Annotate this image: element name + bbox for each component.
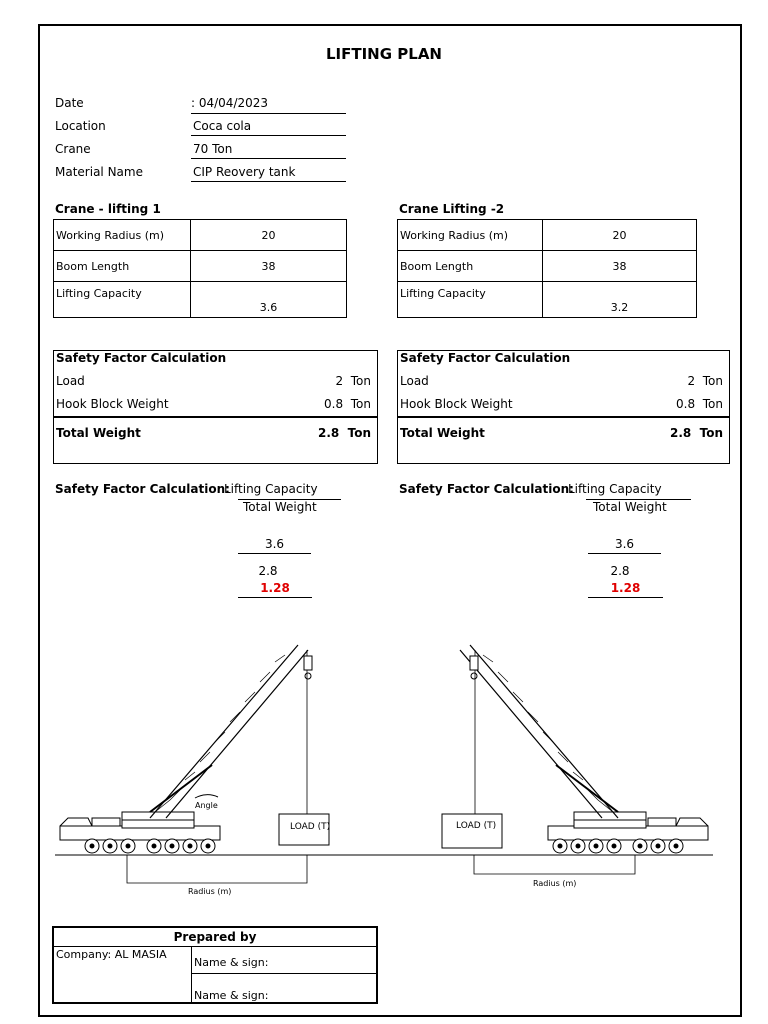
name-sign-2: Name & sign: bbox=[194, 989, 269, 1002]
sf1-total-row: Total Weight 2.8 Ton bbox=[56, 426, 371, 440]
lift1-row-value: 3.6 bbox=[191, 282, 347, 318]
safety-factor-box-1 bbox=[53, 350, 378, 464]
radius-label-left: Radius (m) bbox=[188, 887, 232, 896]
load-label-left: LOAD (T) bbox=[290, 822, 331, 832]
lift2-row-label: Boom Length bbox=[398, 251, 543, 282]
sf2-hook-row: Hook Block Weight 0.8 Ton bbox=[400, 397, 723, 411]
table-row bbox=[398, 220, 697, 251]
calc2-numerator-label: Lifting Capacity bbox=[568, 482, 662, 496]
name-sign-1: Name & sign: bbox=[194, 956, 269, 969]
calc2-weight: 2.8 bbox=[610, 564, 630, 578]
calc1-weight: 2.8 bbox=[258, 564, 278, 578]
calc2-capacity: 3.6 bbox=[588, 537, 661, 554]
material-label: Material Name bbox=[55, 165, 143, 179]
page-title: LIFTING PLAN bbox=[325, 45, 442, 63]
lift2-row-label: Lifting Capacity bbox=[398, 282, 543, 318]
lift1-row-value: 20 bbox=[191, 220, 347, 251]
name-sign-separator bbox=[191, 973, 376, 974]
calc1-numerator-label: Lifting Capacity bbox=[224, 482, 318, 496]
lift1-row-label: Working Radius (m) bbox=[54, 220, 191, 251]
crane-value: 70 Ton bbox=[191, 142, 346, 159]
radius-label-right: Radius (m) bbox=[533, 879, 577, 888]
crane-label: Crane bbox=[55, 142, 91, 156]
lift1-row-value: 38 bbox=[191, 251, 347, 282]
sf2-heading: Safety Factor Calculation bbox=[400, 351, 571, 365]
load-box-right bbox=[442, 814, 502, 848]
calc2-denominator-label: Total Weight bbox=[593, 500, 667, 514]
sf2-total-row: Total Weight 2.8 Ton bbox=[400, 426, 723, 440]
radius-dimension-right bbox=[474, 855, 635, 874]
prepared-by-box bbox=[52, 926, 378, 1004]
date-value: : 04/04/2023 bbox=[191, 96, 346, 114]
table-row bbox=[54, 251, 347, 282]
lift1-heading: Crane - lifting 1 bbox=[55, 202, 161, 216]
prepared-by-heading: Prepared by bbox=[54, 928, 376, 947]
lift2-row-value: 3.2 bbox=[543, 282, 697, 318]
crane-left-illustration bbox=[60, 645, 312, 853]
lift2-row-value: 38 bbox=[543, 251, 697, 282]
table-row bbox=[398, 251, 697, 282]
radius-dimension-left bbox=[127, 855, 307, 883]
load-label-right: LOAD (T) bbox=[456, 821, 497, 831]
lift1-table bbox=[53, 219, 347, 318]
sf1-load-row: Load 2 Ton bbox=[56, 374, 371, 388]
calc1-label: Safety Factor Calculation: bbox=[55, 482, 230, 496]
lift2-heading: Crane Lifting -2 bbox=[399, 202, 505, 216]
calc1-result: 1.28 bbox=[238, 581, 312, 598]
calc2-label: Safety Factor Calculation: bbox=[399, 482, 574, 496]
lift2-row-label: Working Radius (m) bbox=[398, 220, 543, 251]
safety-factor-box-2 bbox=[397, 350, 730, 464]
calc2-result: 1.28 bbox=[588, 581, 663, 598]
sf2-load-row: Load 2 Ton bbox=[400, 374, 723, 388]
sf1-divider bbox=[54, 416, 377, 418]
calc1-capacity: 3.6 bbox=[238, 537, 311, 554]
location-value: Coca cola bbox=[191, 119, 346, 136]
sf1-heading: Safety Factor Calculation bbox=[56, 351, 227, 365]
sf2-divider bbox=[398, 416, 729, 418]
date-label: Date bbox=[55, 96, 84, 110]
table-row bbox=[54, 282, 347, 318]
lift1-row-label: Lifting Capacity bbox=[54, 282, 191, 318]
lift2-table bbox=[397, 219, 697, 318]
sf1-hook-row: Hook Block Weight 0.8 Ton bbox=[56, 397, 371, 411]
calc1-denominator-label: Total Weight bbox=[243, 500, 317, 514]
lift1-row-label: Boom Length bbox=[54, 251, 191, 282]
prepared-by-divider bbox=[191, 946, 192, 1002]
angle-label-left: Angle bbox=[195, 801, 218, 810]
table-row bbox=[54, 220, 347, 251]
company-name: Company: AL MASIA bbox=[56, 948, 167, 961]
crane-diagram bbox=[0, 630, 768, 900]
lift2-row-value: 20 bbox=[543, 220, 697, 251]
material-value: CIP Reovery tank bbox=[191, 165, 346, 182]
location-label: Location bbox=[55, 119, 106, 133]
table-row bbox=[398, 282, 697, 318]
